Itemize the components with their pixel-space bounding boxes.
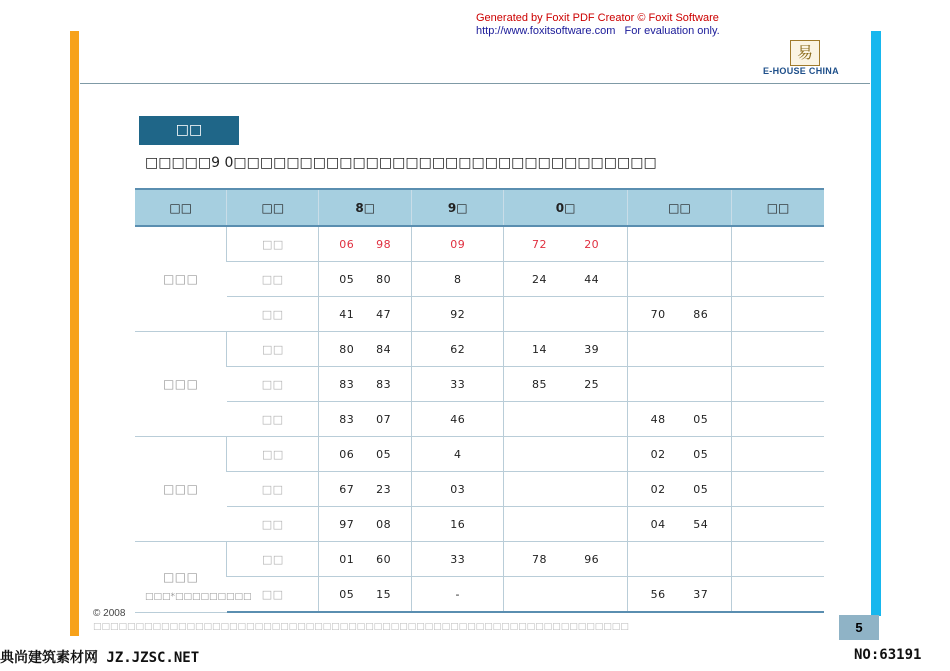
cell-value: 39 — [584, 342, 600, 356]
right-accent-bar — [871, 31, 881, 616]
table-cell — [504, 367, 627, 402]
table-cell — [627, 402, 731, 437]
cell-value: 06 — [339, 447, 355, 461]
table-cell — [504, 297, 627, 332]
header-cell: □□ — [135, 189, 227, 226]
cell-value: 60 — [376, 552, 392, 566]
table-cell — [504, 542, 627, 577]
header-cell: □□ — [627, 189, 731, 226]
cell-value: 56 — [650, 587, 666, 601]
table-cell — [732, 507, 824, 542]
cell-value: 85 — [531, 377, 547, 391]
table-row — [135, 226, 824, 262]
cell-value: 84 — [376, 342, 392, 356]
table-cell — [412, 262, 504, 297]
cell-value: 44 — [584, 272, 600, 286]
cell-value: 05 — [339, 272, 355, 286]
table-row — [135, 402, 824, 437]
cell-value: 02 — [650, 447, 666, 461]
table-cell — [627, 262, 731, 297]
table-cell — [627, 367, 731, 402]
footer-text: □□□□□□□□□□□□□□□□□□□□□□□□□□□□□□□□□□□□□□□□□□□□□□□□□□□□□□□□□□□□□□□ — [93, 622, 629, 632]
table-cell — [504, 226, 627, 262]
table-note: □□□*□□□□□□□□□ — [145, 592, 252, 602]
section-tag: □□ — [139, 116, 239, 145]
cell-value: 4 — [454, 447, 462, 461]
row-label: □□ — [227, 226, 319, 262]
cell-value: 98 — [376, 237, 392, 251]
row-label: □□ — [227, 437, 319, 472]
header-cell: 0□ — [504, 189, 627, 226]
cell-value: 20 — [584, 237, 600, 251]
row-label: □□ — [227, 507, 319, 542]
cell-value: 02 — [650, 482, 666, 496]
table-cell — [732, 332, 824, 367]
table-cell — [627, 577, 731, 613]
cell-value: 07 — [376, 412, 392, 426]
table-cell — [627, 507, 731, 542]
copyright: © 2008 — [93, 608, 126, 619]
table-cell — [504, 402, 627, 437]
left-accent-bar — [70, 31, 79, 636]
cell-value: 09 — [450, 237, 466, 251]
table-cell — [319, 262, 412, 297]
data-table — [135, 188, 824, 613]
row-label: □□ — [227, 332, 319, 367]
table-cell — [504, 507, 627, 542]
cell-value: 08 — [376, 517, 392, 531]
table-row — [135, 297, 824, 332]
cell-value: 78 — [531, 552, 547, 566]
table-cell — [732, 262, 824, 297]
cell-value: 03 — [450, 482, 466, 496]
header-cell: 8□ — [319, 189, 412, 226]
table-cell — [319, 297, 412, 332]
table-cell — [319, 507, 412, 542]
table-row — [135, 262, 824, 297]
cell-value: 48 — [650, 412, 666, 426]
table-cell — [627, 332, 731, 367]
cell-value: 72 — [531, 237, 547, 251]
cell-value: 97 — [339, 517, 355, 531]
watermark-left: 典尚建筑素材网 JZ.JZSC.NET — [0, 650, 200, 666]
cell-value: 67 — [339, 482, 355, 496]
cell-value: 8 — [454, 272, 462, 286]
table-cell — [412, 226, 504, 262]
cell-value: 24 — [531, 272, 547, 286]
cell-value: 83 — [376, 377, 392, 391]
table-cell — [319, 367, 412, 402]
cell-value: 41 — [339, 307, 355, 321]
table-cell — [732, 297, 824, 332]
table-row — [135, 472, 824, 507]
cell-value: 23 — [376, 482, 392, 496]
group-label: □□□ — [135, 437, 227, 542]
cell-value: 96 — [584, 552, 600, 566]
table-cell — [319, 472, 412, 507]
table-cell — [732, 226, 824, 262]
table-row — [135, 542, 824, 577]
table-cell — [412, 332, 504, 367]
cell-value: 37 — [693, 587, 709, 601]
cell-value: 83 — [339, 377, 355, 391]
group-label: □□□ — [135, 542, 227, 613]
cell-value: 04 — [650, 517, 666, 531]
table-cell — [412, 402, 504, 437]
row-label: □□ — [227, 402, 319, 437]
group-label: □□□ — [135, 226, 227, 332]
cell-value: 80 — [376, 272, 392, 286]
table-cell — [504, 262, 627, 297]
table-cell — [319, 577, 412, 613]
row-label: □□ — [227, 542, 319, 577]
page-number: 5 — [839, 615, 879, 640]
cell-value: 15 — [376, 587, 392, 601]
watermark-right: NO:63191 — [854, 647, 922, 663]
cell-value: 47 — [376, 307, 392, 321]
cell-value: 05 — [376, 447, 392, 461]
table-cell — [412, 507, 504, 542]
cell-value: 70 — [650, 307, 666, 321]
table-cell — [627, 226, 731, 262]
table-row — [135, 507, 824, 542]
table-cell — [627, 542, 731, 577]
row-label: □□ — [227, 472, 319, 507]
table-cell — [732, 577, 824, 613]
table-header-row — [135, 189, 824, 226]
cell-value: 33 — [450, 552, 466, 566]
cell-value: 46 — [450, 412, 466, 426]
cell-value: 01 — [339, 552, 355, 566]
cell-value: 80 — [339, 342, 355, 356]
table-row — [135, 437, 824, 472]
table-cell — [319, 226, 412, 262]
cell-value: 25 — [584, 377, 600, 391]
intro-text: □□□□□9 0□□□□□□□□□□□□□□□□□□□□□□□□□□□□□□□□ — [145, 155, 657, 171]
table-cell — [627, 472, 731, 507]
table-cell — [504, 472, 627, 507]
cell-value: 05 — [693, 482, 709, 496]
header-divider — [80, 83, 870, 84]
row-label: □□ — [227, 297, 319, 332]
cell-value: 54 — [693, 517, 709, 531]
group-label: □□□ — [135, 332, 227, 437]
row-label: □□ — [227, 262, 319, 297]
header-cell: □□ — [732, 189, 824, 226]
table-cell — [627, 437, 731, 472]
row-label: □□ — [227, 577, 319, 613]
cell-value: 86 — [693, 307, 709, 321]
table-cell — [732, 542, 824, 577]
cell-value: 05 — [693, 447, 709, 461]
table-cell — [504, 577, 627, 613]
table-cell — [319, 332, 412, 367]
table-cell — [732, 437, 824, 472]
table-row — [135, 367, 824, 402]
cell-value: 92 — [450, 307, 466, 321]
cell-value: 33 — [450, 377, 466, 391]
cell-value: 05 — [339, 587, 355, 601]
table-cell — [319, 402, 412, 437]
cell-value: 06 — [339, 237, 355, 251]
table-cell — [732, 472, 824, 507]
cell-value: 62 — [450, 342, 466, 356]
table-row — [135, 332, 824, 367]
header-cell: □□ — [227, 189, 319, 226]
cell-value: 05 — [693, 412, 709, 426]
cell-value: 16 — [450, 517, 466, 531]
foxit-banner-line1: Generated by Foxit PDF Creator © Foxit Software — [476, 12, 719, 24]
table-cell — [412, 542, 504, 577]
cell-value: - — [455, 587, 460, 601]
cell-value: 14 — [531, 342, 547, 356]
table-cell — [412, 472, 504, 507]
table-cell — [412, 367, 504, 402]
row-label: □□ — [227, 367, 319, 402]
table-cell — [412, 437, 504, 472]
table-cell — [732, 402, 824, 437]
ehouse-logo-text: E-HOUSE CHINA — [763, 66, 839, 76]
table-cell — [627, 297, 731, 332]
header-cell: 9□ — [412, 189, 504, 226]
table-cell — [504, 437, 627, 472]
table-cell — [319, 542, 412, 577]
cell-value: 83 — [339, 412, 355, 426]
ehouse-logo-icon: 易 — [790, 40, 820, 66]
table-cell — [319, 437, 412, 472]
foxit-banner-line2: http://www.foxitsoftware.com For evaluation only. — [476, 25, 720, 37]
table-cell — [504, 332, 627, 367]
table-cell — [412, 577, 504, 613]
table-cell — [732, 367, 824, 402]
table-cell — [412, 297, 504, 332]
